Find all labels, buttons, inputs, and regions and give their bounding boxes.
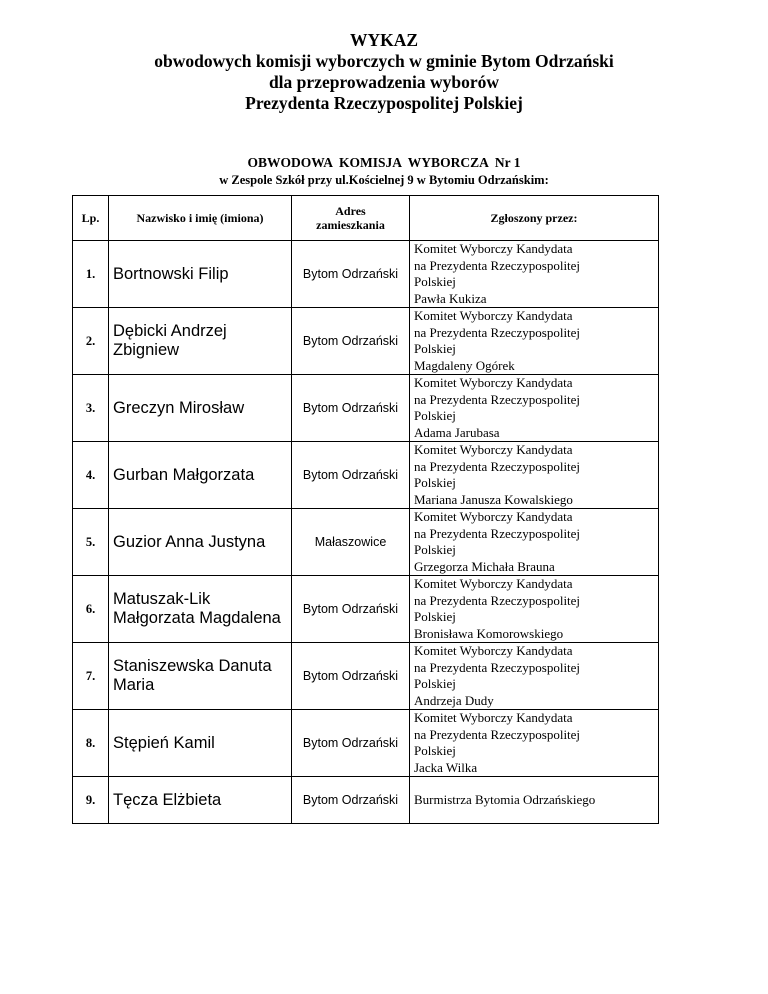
row-number: 7. [73, 643, 109, 710]
nominated-by-line: Komitet Wyborczy Kandydata [414, 576, 573, 591]
member-address: Bytom Odrzański [292, 241, 410, 308]
row-number: 8. [73, 710, 109, 777]
nominated-by-line: Grzegorza Michała Brauna [414, 558, 555, 574]
nominated-by-line: Mariana Janusza Kowalskiego [414, 491, 573, 507]
member-address: Bytom Odrzański [292, 375, 410, 442]
member-name: Tęcza Elżbieta [109, 777, 292, 824]
member-name: Stępień Kamil [109, 710, 292, 777]
nominated-by [410, 375, 659, 442]
table-row [73, 375, 659, 442]
title-line: WYKAZ [349, 30, 419, 50]
member-name: Gurban Małgorzata [109, 442, 292, 509]
nominated-by-line: Polskiej [414, 408, 456, 423]
nominated-by [410, 442, 659, 509]
nominated-by-line: Komitet Wyborczy Kandydata [414, 710, 573, 725]
table-header-row [73, 196, 659, 241]
member-address: Bytom Odrzański [292, 442, 410, 509]
nominated-by-line: na Prezydenta Rzeczypospolitej [414, 324, 581, 340]
nominated-by-line: Komitet Wyborczy Kandydata [414, 643, 573, 658]
row-number: 3. [73, 375, 109, 442]
nominated-by-line: Polskiej [414, 341, 456, 356]
nominated-by-line: Komitet Wyborczy Kandydata [414, 375, 573, 390]
nominated-by-line: Polskiej [414, 609, 456, 624]
members-table [72, 195, 659, 824]
nominated-by-line: Komitet Wyborczy Kandydata [414, 241, 573, 256]
nominated-by-line: Andrzeja Dudy [414, 692, 494, 708]
nominated-by [410, 241, 659, 308]
member-name: Guzior Anna Justyna [109, 509, 292, 576]
member-name: Bortnowski Filip [109, 241, 292, 308]
row-number: 6. [73, 576, 109, 643]
nominated-by [410, 576, 659, 643]
nominated-by-line: na Prezydenta Rzeczypospolitej [414, 458, 581, 474]
member-address: Bytom Odrzański [292, 710, 410, 777]
nominated-by-line: na Prezydenta Rzeczypospolitej [414, 659, 581, 675]
nominated-by-line: na Prezydenta Rzeczypospolitej [414, 726, 581, 742]
member-address: Bytom Odrzański [292, 777, 410, 824]
table-row [73, 777, 659, 824]
row-number: 9. [73, 777, 109, 824]
nominated-by-line: na Prezydenta Rzeczypospolitej [414, 391, 581, 407]
row-number: 2. [73, 308, 109, 375]
nominated-by-line: Polskiej [414, 274, 456, 289]
table-row [73, 308, 659, 375]
table-row [73, 509, 659, 576]
member-address: Bytom Odrzański [292, 308, 410, 375]
nominated-by [410, 710, 659, 777]
nominated-by-line: Magdaleny Ogórek [414, 357, 515, 373]
header-name: Nazwisko i imię (imiona) [109, 196, 292, 241]
nominated-by-line: Burmistrza Bytomia Odrzańskiego [414, 791, 596, 807]
nominated-by-line: Bronisława Komorowskiego [414, 625, 564, 641]
nominated-by-line: Adama Jarubasa [414, 424, 500, 440]
row-number: 5. [73, 509, 109, 576]
nominated-by-line: na Prezydenta Rzeczypospolitej [414, 592, 581, 608]
header-nominated-by: Zgłoszony przez: [410, 196, 659, 241]
nominated-by-line: na Prezydenta Rzeczypospolitej [414, 525, 581, 541]
member-name: Matuszak-Lik Małgorzata Magdalena [109, 576, 292, 643]
table-row [73, 442, 659, 509]
commission-heading [0, 154, 768, 188]
table-row [73, 241, 659, 308]
member-address: Bytom Odrzański [292, 576, 410, 643]
document-title [0, 30, 768, 114]
nominated-by-line: Polskiej [414, 542, 456, 557]
member-name: Greczyn Mirosław [109, 375, 292, 442]
member-address: Małaszowice [292, 509, 410, 576]
nominated-by-line: Komitet Wyborczy Kandydata [414, 442, 573, 457]
nominated-by-line: Pawła Kukiza [414, 290, 487, 306]
member-name: Dębicki Andrzej Zbigniew [109, 308, 292, 375]
nominated-by-line: na Prezydenta Rzeczypospolitej [414, 257, 581, 273]
nominated-by-line: Jacka Wilka [414, 759, 478, 775]
nominated-by [410, 777, 659, 824]
member-address: Bytom Odrzański [292, 643, 410, 710]
member-name: Staniszewska Danuta Maria [109, 643, 292, 710]
nominated-by-line: Komitet Wyborczy Kandydata [414, 308, 573, 323]
row-number: 4. [73, 442, 109, 509]
nominated-by-line: Komitet Wyborczy Kandydata [414, 509, 573, 524]
nominated-by-line: Polskiej [414, 676, 456, 691]
table-row [73, 643, 659, 710]
title-line: Prezydenta Rzeczypospolitej Polskiej [245, 93, 523, 113]
header-address: Adres zamieszkania [292, 196, 410, 241]
nominated-by-line: Polskiej [414, 743, 456, 758]
nominated-by [410, 643, 659, 710]
table-row [73, 576, 659, 643]
row-number: 1. [73, 241, 109, 308]
title-line: obwodowych komisji wyborczych w gminie Bytom Odrzański [154, 51, 614, 71]
nominated-by [410, 509, 659, 576]
title-line: dla przeprowadzenia wyborów [268, 72, 500, 92]
commission-name: OBWODOWA KOMISJA WYBORCZA Nr 1 [247, 155, 521, 170]
commission-location: w Zespole Szkół przy ul.Kościelnej 9 w Bytomiu Odrzańskim: [219, 173, 549, 187]
nominated-by-line: Polskiej [414, 475, 456, 490]
header-lp: Lp. [73, 196, 109, 241]
table-row [73, 710, 659, 777]
nominated-by [410, 308, 659, 375]
